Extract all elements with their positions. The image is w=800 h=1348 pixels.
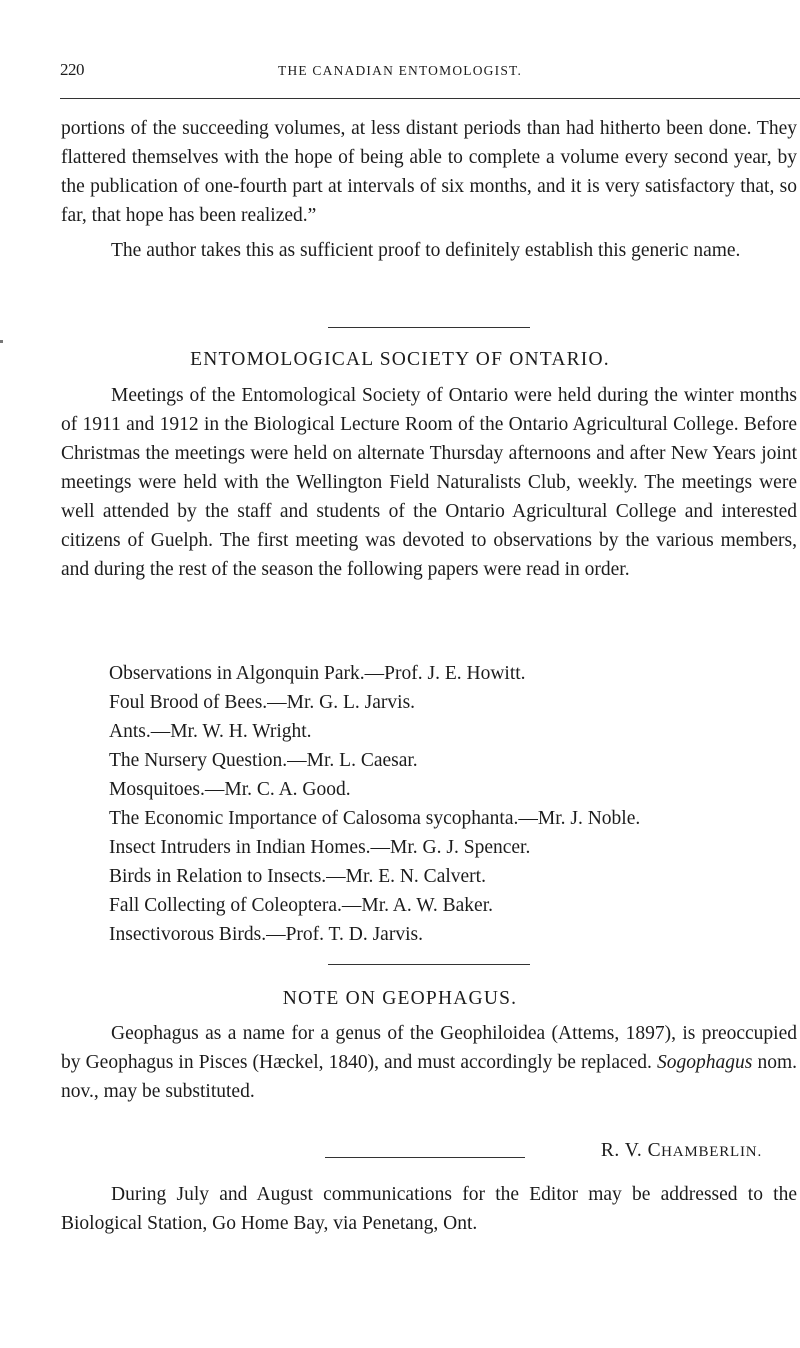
papers-list (109, 659, 799, 949)
geophagus-text (61, 1019, 797, 1106)
author-conclusion-paragraph: The author takes this as sufficient proof to definitely establish this generic name. (111, 240, 741, 261)
editor-notice-paragraph: During July and August communications for the Editor may be addressed to the Biological Station, Go Home Bay, via Penetang, Ont. (61, 1184, 797, 1234)
geophagus-body-end: nom. nov., may be substituted. (61, 1052, 798, 1102)
signature-surname: HAMBERLIN. (661, 1144, 762, 1160)
society-intro-paragraph: Meetings of the Entomological Society of Ontario were held during the winter months of 1911 and 1912 in the Biological Lecture Room of the Ontario Agricultural College. Before Christmas the meetings were held on alternate Thursday afternoons and after New Years joint meetings were held with the Wellington Field Naturalists Club, weekly. The meetings were well attended by the staff and students of the Ontario Agricultural College and interested citizens of Guelph. The first meeting was devoted to observations by the various members, and during the rest of the season the following papers were read in order. (61, 385, 797, 580)
paper-item: The Nursery Question.—Mr. L. Caesar. (109, 750, 418, 771)
paper-item: Insect Intruders in Indian Homes.—Mr. G. J. Spencer. (109, 837, 531, 858)
page-number: 220 (60, 60, 84, 79)
journal-title: THE CANADIAN ENTOMOLOGIST. (278, 63, 523, 78)
section-divider (325, 1157, 525, 1158)
continuation-paragraph: portions of the succeeding volumes, at less distant periods than had hitherto been done. They flattered themselves with the hope of being able to complete a volume every second year, by the publication of one-fourth part at intervals of six months, and it is very satisfactory that, so far, that hope has been realized.” (61, 118, 797, 226)
margin-mark (0, 340, 3, 343)
paper-item: Insectivorous Birds.—Prof. T. D. Jarvis. (109, 924, 423, 945)
paper-item: Ants.—Mr. W. H. Wright. (109, 721, 312, 742)
paper-item: Fall Collecting of Coleoptera.—Mr. A. W. Baker. (109, 895, 494, 916)
signature-initials: R. V. C (600, 1140, 662, 1161)
section-title-society: ENTOMOLOGICAL SOCIETY OF ONTARIO. (190, 349, 610, 370)
section-divider (328, 327, 530, 328)
section-title-geophagus: NOTE ON GEOPHAGUS. (282, 988, 518, 1009)
geophagus-paragraph (61, 1019, 797, 1106)
section-divider (328, 964, 530, 965)
paper-item: Mosquitoes.—Mr. C. A. Good. (109, 779, 351, 800)
geophagus-body-start: Geophagus as a name for a genus of the Geophiloidea (Attems, 1897), is preoccupied by Geophagus in Pisces (Hæckel, 1840), and must accordingly be replaced. (61, 1023, 797, 1073)
header-rule (60, 98, 800, 99)
paper-item: The Economic Importance of Calosoma sycophanta.—Mr. J. Noble. (109, 808, 641, 829)
new-genus-name: Sogophagus (657, 1052, 753, 1073)
continuation-text (61, 114, 797, 265)
society-text (61, 381, 797, 584)
paper-item: Observations in Algonquin Park.—Prof. J. E. Howitt. (109, 663, 526, 684)
paper-item: Birds in Relation to Insects.—Mr. E. N. Calvert. (109, 866, 486, 887)
paper-item: Foul Brood of Bees.—Mr. G. L. Jarvis. (109, 692, 416, 713)
author-signature (601, 1140, 762, 1162)
editor-notice (61, 1180, 797, 1238)
running-head (60, 60, 800, 84)
